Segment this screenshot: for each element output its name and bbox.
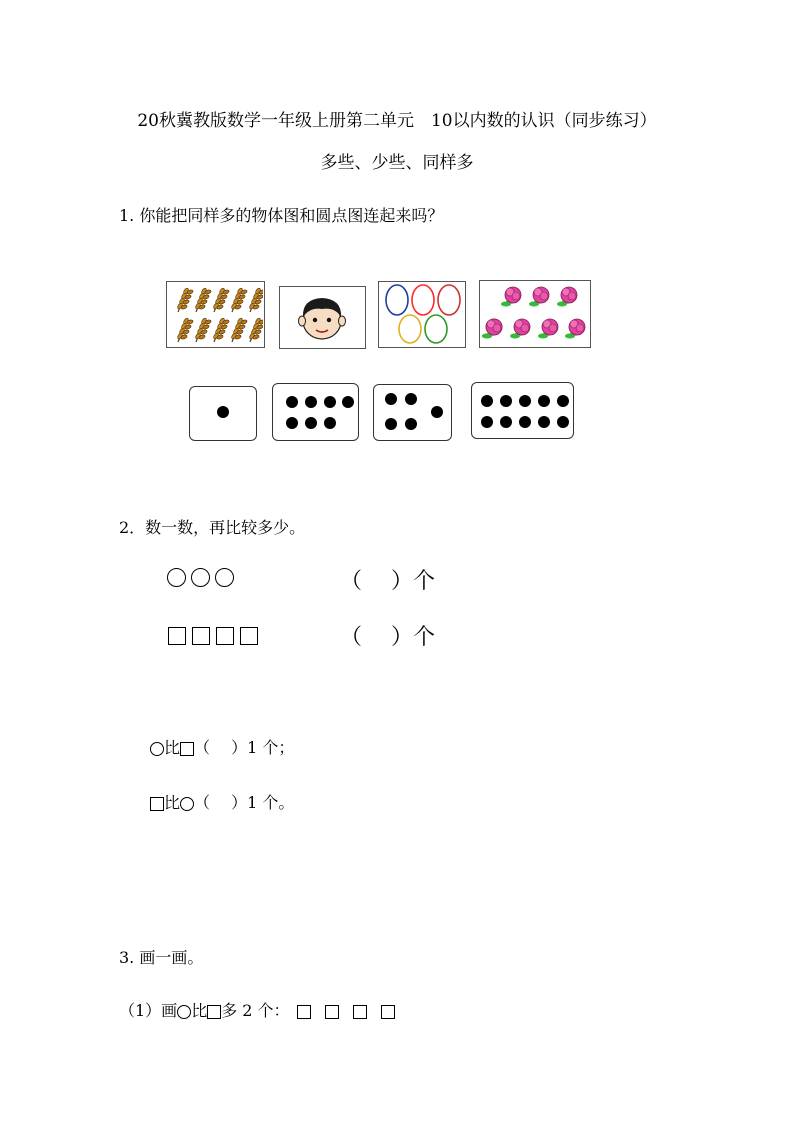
rings-icon: [379, 282, 464, 346]
circle-shape: [167, 568, 186, 587]
question-1-prompt: 1. 你能把同样多的物体图和圆点图连起来吗？: [119, 206, 444, 225]
page-subtitle: 多些、少些、同样多: [320, 153, 474, 173]
compare-word: 比: [164, 793, 181, 812]
compare-word: 比: [164, 738, 181, 757]
compare-2-blank[interactable]: （ ）1 个。: [194, 793, 295, 812]
flowers-picture: [479, 280, 591, 348]
q3-item-1-end: 多 2 个：: [221, 1001, 290, 1020]
dot-card-7[interactable]: [272, 383, 359, 441]
square-symbol: [207, 1005, 221, 1019]
square-shape: [216, 627, 234, 645]
q3-item-1-prefix: （1）画: [119, 1001, 178, 1020]
boy-picture: [279, 286, 366, 349]
question-2-prompt: 2．数一数，再比较多少。: [119, 518, 306, 537]
question-3-prompt: 3. 画一画。: [119, 948, 204, 967]
boy-face-icon: [280, 287, 364, 347]
compare-word: 比: [191, 1001, 208, 1020]
page-title: 20秋冀教版数学一年级上册第二单元 10以内数的认识（同步练习）: [137, 111, 657, 131]
compare-1-blank[interactable]: （ ）1 个；: [194, 738, 295, 757]
squares-row: [168, 625, 264, 645]
circle-symbol: [177, 1005, 191, 1019]
rings-picture: [378, 281, 466, 348]
dot-card-5[interactable]: [373, 384, 452, 441]
dot-card-10[interactable]: [471, 382, 574, 439]
square-symbol: [180, 742, 194, 756]
square-symbol: [297, 1005, 311, 1019]
circles-row: [167, 567, 239, 587]
square-shape: [192, 627, 210, 645]
compare-line-2: [150, 790, 294, 813]
dot-card-1[interactable]: [189, 386, 257, 441]
square-symbol: [353, 1005, 367, 1019]
square-shape: [240, 627, 258, 645]
q3-item-1: [119, 998, 395, 1021]
flower-icon: [480, 281, 589, 346]
circle-shape: [191, 568, 210, 587]
wheat-picture: [166, 281, 265, 348]
circle-symbol: [180, 797, 194, 811]
wheat-icon: [167, 282, 263, 346]
circle-shape: [215, 568, 234, 587]
circle-symbol: [150, 742, 164, 756]
square-shape: [168, 627, 186, 645]
square-symbol: [381, 1005, 395, 1019]
compare-line-1: [150, 735, 294, 758]
squares-count-blank[interactable]: （ ）个: [340, 625, 435, 650]
circles-count-blank[interactable]: （ ）个: [340, 569, 435, 594]
square-symbol: [325, 1005, 339, 1019]
square-symbol: [150, 797, 164, 811]
